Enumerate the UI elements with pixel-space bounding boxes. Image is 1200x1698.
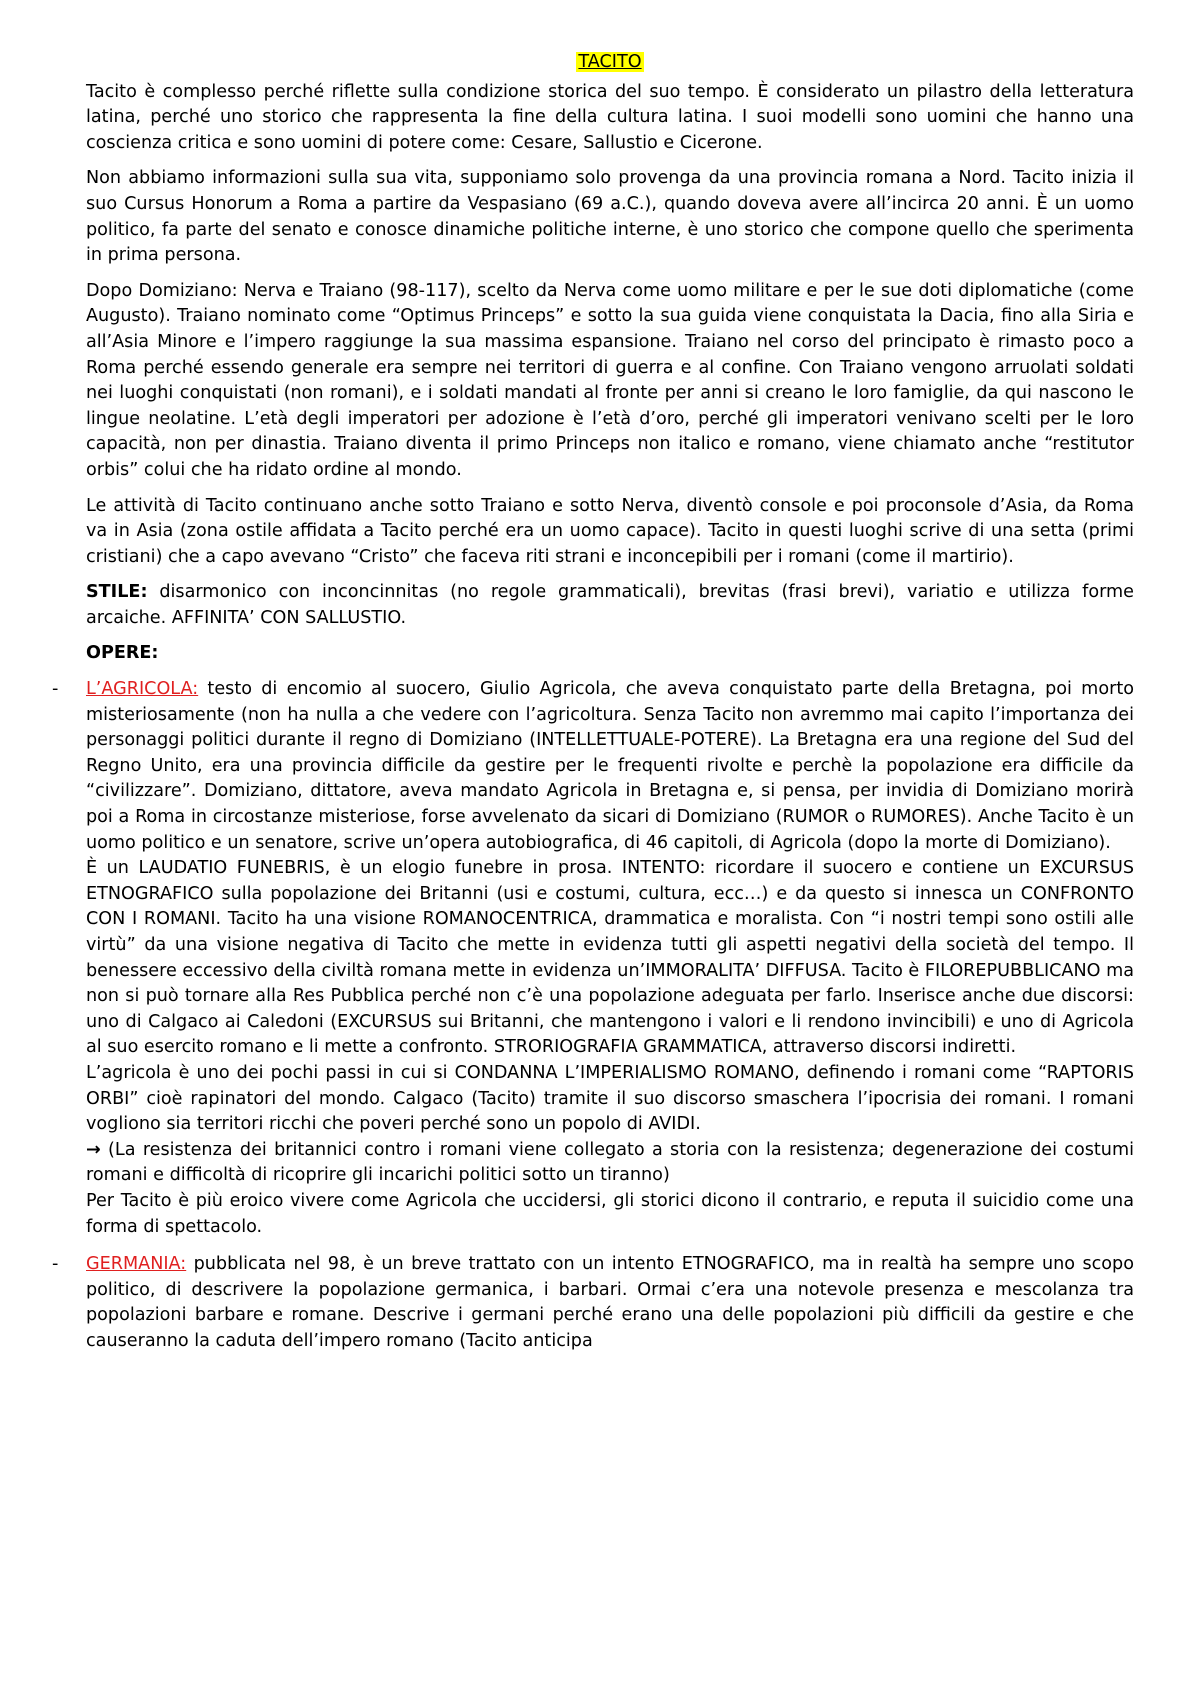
paragraph-activities: Le attività di Tacito continuano anche sotto Traiano e sotto Nerva, diventò console e poi proconsole d’Asia, da Roma va in Asia (zona ostile affidata a Tacito perché era un uomo capace). Tacito in questi luoghi scrive di una setta (primi cristiani) che a capo avevano “Cristo” che faceva riti strani e inconcepibili per i romani (come il martirio).: [86, 495, 1134, 567]
germania-intro: [86, 1252, 1134, 1354]
paragraph-traiano: Dopo Domiziano: Nerva e Traiano (98-117), scelto da Nerva come uomo militare e per le sue doti diplomatiche (come Augusto). Traiano nominato come “Optimus Princeps” e sotto la sua guida viene conquistata la Dacia, fino alla Siria e all’Asia Minore e l’impero raggiunge la sua massima espansione. Traiano nel corso del principato è rimasto poco a Roma perché essendo generale era sempre nei territori di guerra e al confine. Con Traiano vengono arruolati soldati nei luoghi conquistati (non romani), e i soldati mandati al fronte per anni si creano le loro famiglie, da qui nascono le lingue neolatine. L’età degli imperatori per adozione è l’età d’oro, perché gli imperatori venivano scelti per le loro capacità, non per dinastia. Traiano diventa il primo Princeps non italico e romano, viene chiamato anche “restitutor orbis” colui che ha ridato ordine al mondo.: [86, 280, 1134, 480]
list-spacer: [86, 1240, 1134, 1252]
germania-label: GERMANIA:: [86, 1254, 187, 1275]
germania-text-1: pubblicata nel 98, è un breve trattato con un intento ETNOGRAFICO, ma in realtà ha sempre uno scopo politico, di descrivere la popolazione germanica, i barbari. Ormai c’era una notevole presenza e mescolanza tra popolazioni barbare e romane. Descrive i germani perché erano una delle popolazioni più difficili da gestire e che causeranno la caduta dell’impero romano (Tacito anticipa: [86, 1254, 1134, 1351]
list-item-agricola: [52, 677, 1134, 1240]
agricola-text-2: È un LAUDATIO FUNEBRIS, è un elogio funebre in prosa. INTENTO: ricordare il suocero e contiene un EXCURSUS ETNOGRAFICO sulla popolazione dei Britanni (usi e costumi, cultura, ecc…) e da questo si innesca un CONFRONTO CON I ROMANI. Tacito ha una visione ROMANOCENTRICA, drammatica e moralista. Con “i nostri tempi sono ostili alle virtù” da una visione negativa di Tacito che mette in evidenza tutti gli aspetti negativi della società del tempo. Il benessere eccessivo della civiltà romana mette in evidenza un’IMMORALITA’ DIFFUSA. Tacito è FILOREPUBBLICANO ma non si può tornare alla Res Pubblica perché non c’è una popolazione adeguata per farlo. Inserisce anche due discorsi: uno di Calgaco ai Caledoni (EXCURSUS sui Britanni, che mantengono i valori e li rendono invincibili) e uno di Agricola al suo esercito romano e li mette a confronto. STRORIOGRAFIA GRAMMATICA, attraverso discorsi indiretti.: [86, 858, 1134, 1058]
agricola-text-4: (La resistenza dei britannici contro i romani viene collegato a storia con la resistenza; degenerazione dei costumi romani e difficoltà di ricoprire gli incarichi politici sotto un tiranno): [86, 1139, 1134, 1186]
agricola-text-5: Per Tacito è più eroico vivere come Agricola che uccidersi, gli storici dicono il contrario, e reputa il suicidio come una forma di spettacolo.: [86, 1190, 1134, 1237]
style-label: STILE:: [86, 582, 148, 603]
works-heading: [86, 641, 1134, 667]
paragraph-intro: Tacito è complesso perché riflette sulla condizione storica del suo tempo. È considerato un pilastro della letteratura latina, perché uno storico che rappresenta la fine della cultura latina. I suoi modelli sono uomini che hanno una coscienza critica e sono uomini di potere come: Cesare, Sallustio e Cicerone.: [86, 81, 1134, 153]
agricola-text-4-para: [86, 1138, 1134, 1189]
list-dash: -: [52, 1254, 59, 1275]
agricola-text-1: testo di encomio al suocero, Giulio Agricola, che aveva conquistato parte della Bretagna, poi morto misteriosamente (non ha nulla a che vedere con l’agricoltura. Senza Tacito non avremmo mai capito l’importanza dei personaggi politici durante il regno di Domiziano (INTELLETTUALE-POTERE). La Bretagna era una regione del Sud del Regno Unito, era una provincia difficile da gestire per le frequenti rivolte e perchè la popolazione era difficile da “civilizzare”. Domiziano, dittatore, aveva mandato Agricola in Bretagna e, si pensa, per invidia di Domiziano morirà poi a Roma in circostanze misteriose, forse avvelenato da sicari di Domiziano (RUMOR o RUMORES). Anche Tacito è un uomo politico e un senatore, scrive un’opera autobiografica, di 46 capitoli, di Agricola (dopo la morte di Domiziano).: [86, 679, 1134, 853]
document-page: [52, 50, 1134, 1355]
arrow-icon: →: [86, 1139, 101, 1160]
list-item-germania: [52, 1252, 1134, 1354]
agricola-label: L’AGRICOLA:: [86, 679, 199, 700]
title-container: [86, 50, 1134, 76]
works-list: [52, 677, 1134, 1354]
agricola-text-3: L’agricola è uno dei pochi passi in cui si CONDANNA L’IMPERIALISMO ROMANO, definendo i romani come “RAPTORIS ORBI” cioè rapinatori del mondo. Calgaco (Tacito) tramite il suo discorso smaschera l’ipocrisia dei romani. I romani vogliono sia territori ricchi che poveri perché sono un popolo di AVIDI.: [86, 1062, 1134, 1135]
paragraph-biography: Non abbiamo informazioni sulla sua vita, supponiamo solo provenga da una provincia romana a Nord. Tacito inizia il suo Cursus Honorum a Roma a partire da Vespasiano (69 a.C.), quando doveva avere all’incirca 20 anni. È un uomo politico, fa parte del senato e conosce dinamiche politiche interne, è uno storico che compone quello che sperimenta in prima persona.: [86, 168, 1134, 266]
page-title: TACITO: [578, 52, 642, 72]
paragraph-style: [86, 580, 1134, 631]
list-dash: -: [52, 679, 59, 700]
works-label: OPERE:: [86, 643, 159, 664]
style-text: disarmonico con inconcinnitas (no regole grammaticali), brevitas (frasi brevi), variatio e utilizza forme arcaiche. AFFINITA’ CON SALLUSTIO.: [86, 582, 1134, 628]
agricola-intro: [86, 677, 1134, 856]
